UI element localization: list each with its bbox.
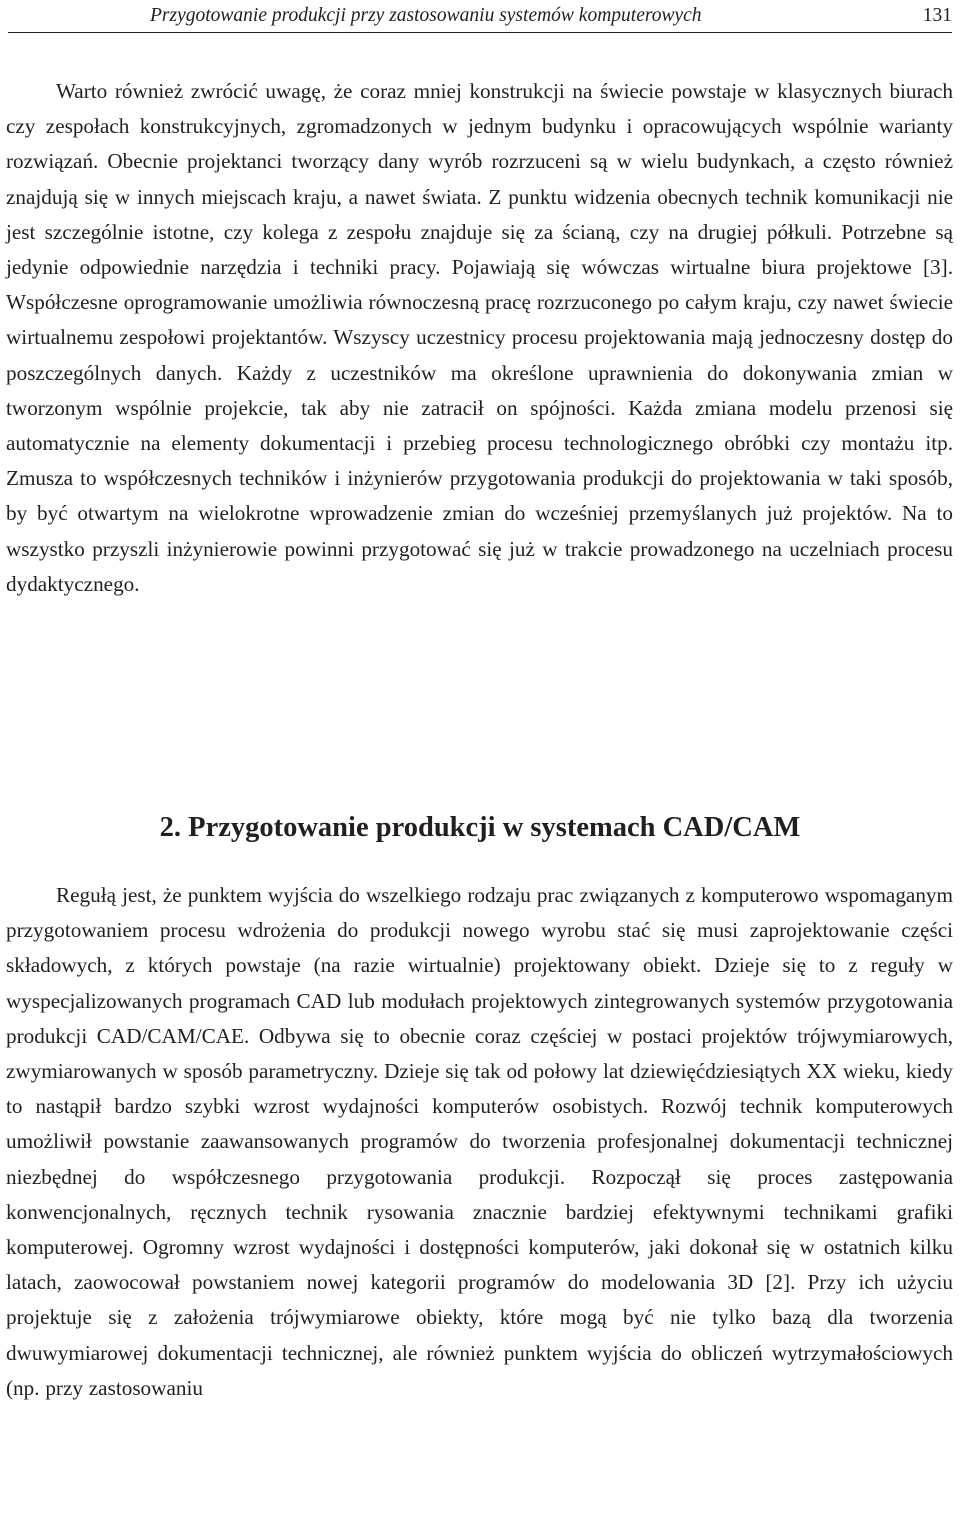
body-paragraph-2: Regułą jest, że punktem wyjścia do wszelkiego rodzaju prac związanych z komputerowo wspomaganym przygotowaniem procesu wdrożenia do produkcji nowego wyrobu stać się musi zaprojektowanie części składowych, z których powstaje (na razie wirtualnie) projektowany obiekt. Dzieje się to z reguły w wyspecjalizowanych programach CAD lub modułach projektowych zintegrowanych systemów przygotowania produkcji CAD/CAM/CAE. Odbywa się to obecnie coraz częściej w postaci projektów trójwymiarowych, zwymiarowanych w sposób parametryczny. Dzieje się tak od połowy lat dziewięćdziesiątych XX wieku, kiedy to nastąpił bardzo szybki wzrost wydajności komputerów osobistych. Rozwój technik komputerowych umożliwił powstanie zaawansowanych programów do tworzenia profesjonalnej dokumentacji technicznej niezbędnej do współczesnego przygotowania produkcji. Rozpoczął się proces zastępowania konwencjonalnych, ręcznych technik rysowania znacznie bardziej efektywnymi technikami grafiki komputerowej. Ogromny wzrost wydajności i dostępności komputerów, jaki dokonał się w ostatnich kilku latach, zaowocował powstaniem nowej kategorii programów do modelowania 3D [2]. Przy ich użyciu projektuje się z założenia trójwymiarowe obiekty, które mogą być nie tylko bazą dla tworzenia dwuwymiarowej dokumentacji technicznej, ale również punktem wyjścia do obliczeń wytrzymałościowych (np. przy zastosowaniu — [6, 883, 953, 1400]
page-number: 131 — [922, 5, 952, 26]
running-header-title: Przygotowanie produkcji przy zastosowaniu systemów komputerowych — [150, 5, 702, 26]
running-header — [8, 2, 952, 33]
body-paragraph-1: Warto również zwrócić uwagę, że coraz mniej konstrukcji na świecie powstaje w klasycznych biurach czy zespołach konstrukcyjnych, zgromadzonych w jednym budynku i opracowujących wspólnie warianty rozwiązań. Obecnie projektanci tworzący dany wyrób rozrzuceni są w wielu budynkach, a często również znajdują się w innych miejscach kraju, a nawet świata. Z punktu widzenia obecnych technik komunikacji nie jest szczególnie istotne, czy kolega z zespołu znajduje się za ścianą, czy na drugiej półkuli. Potrzebne są jedynie odpowiednie narzędzia i techniki pracy. Pojawiają się wówczas wirtualne biura projektowe [3]. Współczesne oprogramowanie umożliwia równoczesną pracę rozrzuconego po całym kraju, czy nawet świecie wirtualnemu zespołowi projektantów. Wszyscy uczestnicy procesu projektowania mają jednoczesny dostęp do poszczególnych danych. Każdy z uczestników ma określone uprawnienia do dokonywania zmian w tworzonym wspólnie projekcie, tak aby nie zatracił on spójności. Każda zmiana modelu przenosi się automatycznie na elementy dokumentacji i przebieg procesu technologicznego obróbki czy montażu itp. Zmusza to współczesnych techników i inżynierów przygotowania produkcji do projektowania w taki sposób, by być otwartym na wielokrotne wprowadzenie zmian do wcześniej przemyślanych już projektów. Na to wszystko przyszli inżynierowie powinni przygotować się już w trakcie prowadzonego na uczelniach procesu dydaktycznego. — [6, 79, 953, 596]
section-heading: 2. Przygotowanie produkcji w systemach CAD/CAM — [159, 812, 801, 843]
